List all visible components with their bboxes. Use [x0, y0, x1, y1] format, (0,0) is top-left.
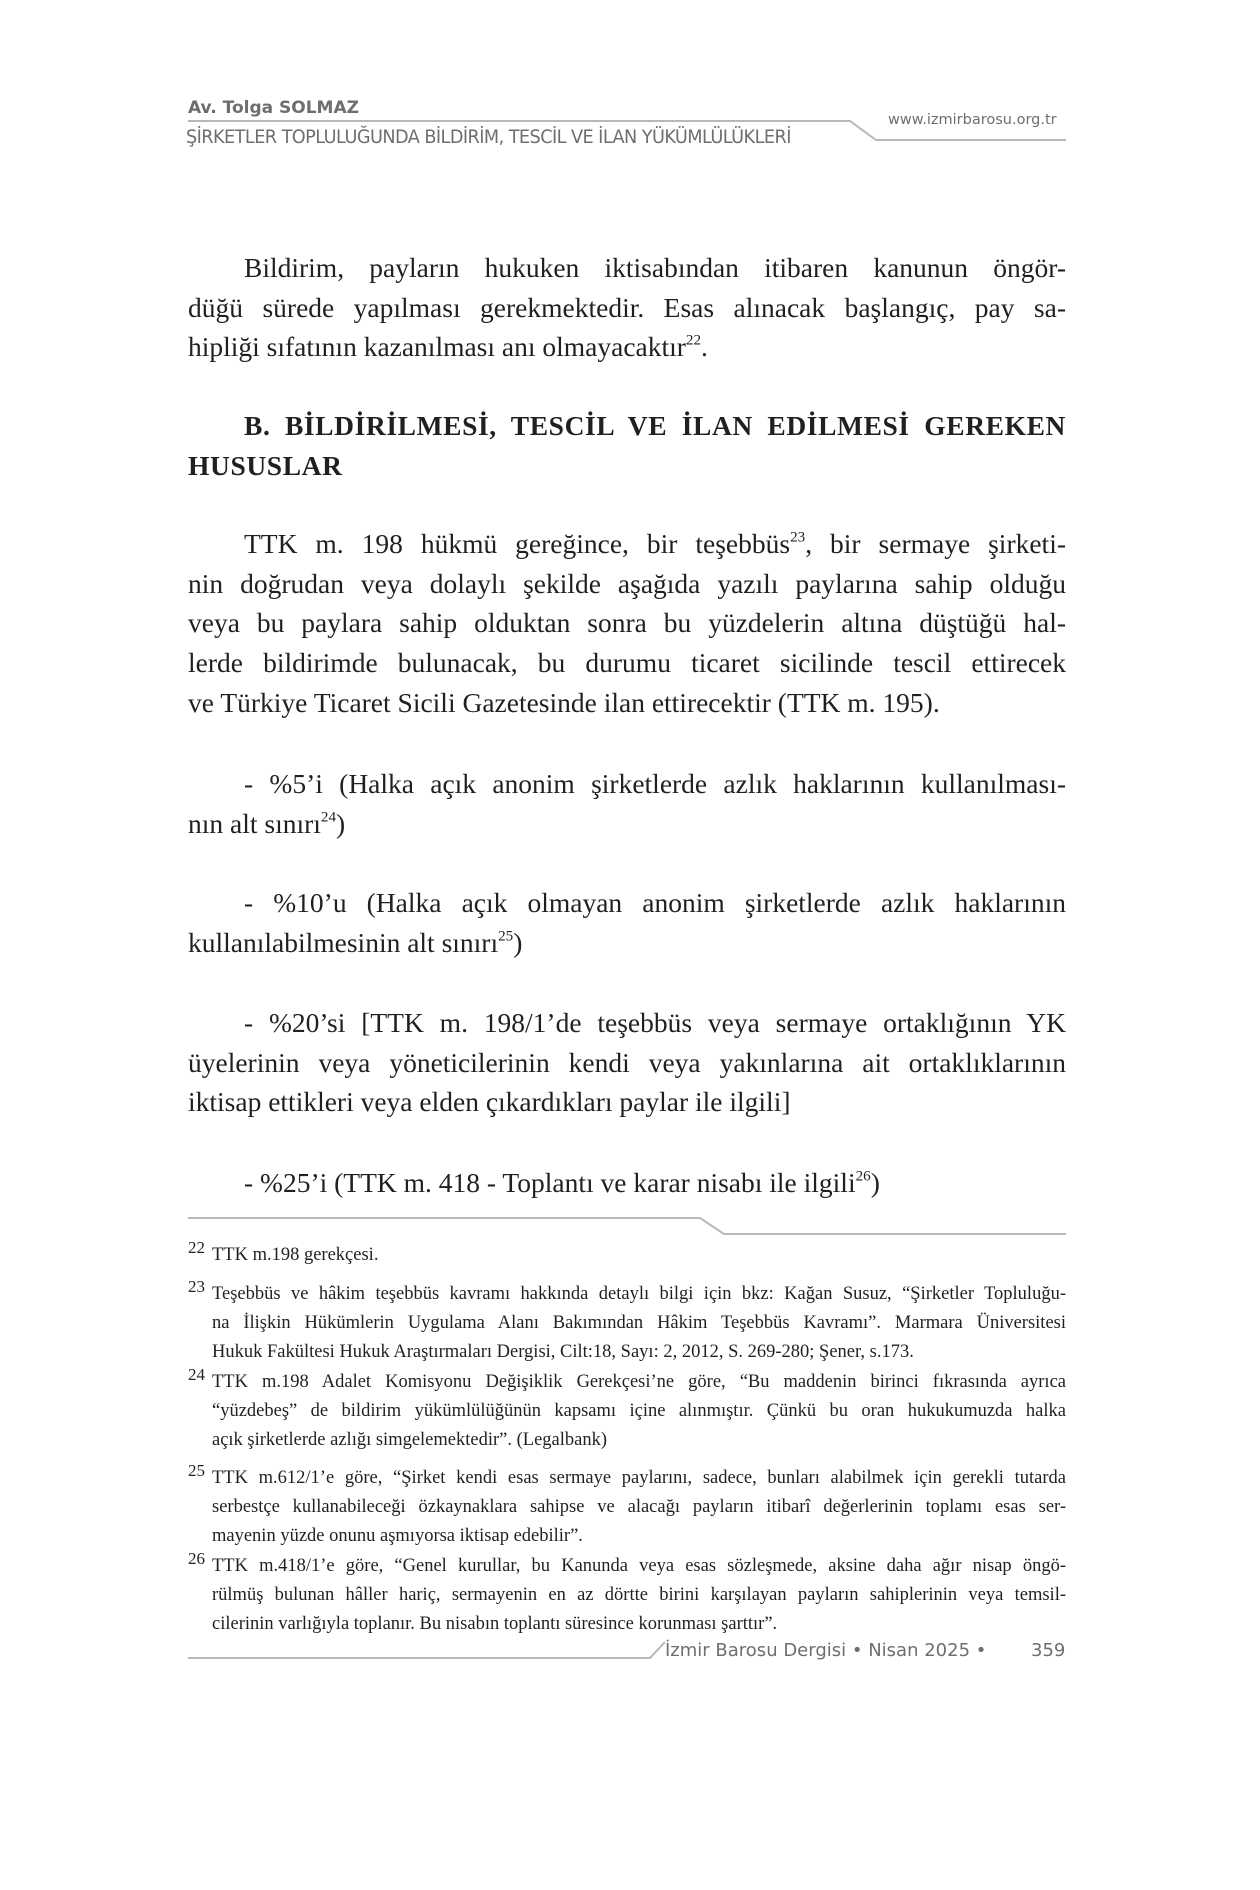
text-line: TTK m. 198 hükmü gereğince, bir teşebbüs$^{23}$, bir sermaye şirketi-: [244, 528, 1066, 559]
paragraph: [188, 524, 1066, 722]
page-number: 359: [1031, 1640, 1066, 1661]
text-line: - %25’i (TTK m. 418 - Toplantı ve karar nisabı ile ilgili$^{26}$): [244, 1167, 880, 1198]
header-article-title: ŞİRKETLER TOPLULUĞUNDA BİLDİRİM, TESCİL VE İLAN YÜKÜMLÜLÜKLERİ: [186, 126, 791, 148]
text-line: Bildirim, payların hukuken iktisabından itibaren kanunun öngör-: [244, 252, 1066, 283]
footnote: [188, 1277, 1066, 1366]
text-line: B. BİLDİRİLMESİ, TESCİL VE İLAN EDİLMESİ GEREKEN: [244, 410, 1066, 441]
footnote: [188, 1461, 1066, 1550]
footnote-line: TTK m.418/1’e göre, “Genel kurullar, bu Kanunda veya esas sözleşmede, aksine daha ağır nisap öngö-: [212, 1556, 1066, 1576]
paragraph: [188, 248, 1066, 367]
footnote-line: Teşebbüs ve hâkim teşebbüs kavramı hakkında detaylı bilgi için bkz: Kağan Susuz, “Şirketler Topluluğu-: [212, 1284, 1066, 1304]
footnote-line: cilerinin varlığıyla toplanır. Bu nisabın toplantı süresince korunması şarttır”.: [212, 1613, 778, 1634]
footnote-line: serbestçe kullanabileceği özkaynaklara sahipse ve alacağı payların itibarî değerlerinin toplamı esas ser-: [212, 1496, 1066, 1517]
footnote-number: 26: [188, 1549, 205, 1568]
footnote-separator: [0, 1210, 1260, 1240]
footnote-number: 25: [188, 1461, 205, 1480]
text-line: üyelerinin veya yöneticilerinin kendi veya yakınlarına ait ortaklıklarının: [188, 1046, 1066, 1078]
text-line: nin doğrudan veya dolaylı şekilde aşağıda yazılı paylarına sahip olduğu: [188, 567, 1066, 599]
text-line: - %20’si [TTK m. 198/1’de teşebbüs veya sermaye ortaklığının YK: [244, 1007, 1066, 1038]
text-line: nın alt sınırı$^{24}$): [188, 807, 346, 839]
footnote-line: mayenin yüzde onunu aşmıyorsa iktisap edebilir”.: [212, 1525, 583, 1546]
text-line: veya bu paylara sahip olduktan sonra bu yüzdelerin altına düştüğü hal-: [188, 607, 1066, 639]
footnote-number: 24: [188, 1365, 205, 1384]
text-line: düğü sürede yapılması gerekmektedir. Esas alınacak başlangıç, pay sa-: [188, 291, 1066, 323]
paragraph: [188, 883, 1066, 962]
footnote-line: na İlişkin Hükümlerin Uygulama Alanı Bakımından Hâkim Teşebbüs Kavramı”. Marmara Üniversitesi: [212, 1312, 1066, 1333]
footer-journal: İzmir Barosu Dergisi • Nisan 2025 •: [665, 1640, 987, 1661]
footnote-line: TTK m.198 gerekçesi.: [212, 1245, 379, 1265]
footnote-line: açık şirketlerde azlığı simgelemektedir”. (Legalbank): [212, 1429, 608, 1450]
text-line: kullanılabilmesinin alt sınırı$^{25}$): [188, 926, 523, 958]
footnote: [188, 1238, 1066, 1270]
text-line: HUSUSLAR: [188, 449, 343, 481]
paragraph: [188, 1003, 1066, 1122]
footnote-number: 22: [188, 1238, 205, 1257]
footnote-line: “yüzdebeş” de bildirim yükümlülüğünün kapsamı içine alınmıştır. Çünkü bu oran hukukumuzda halka: [212, 1400, 1066, 1421]
footnote-line: rülmüş bulunan hâller hariç, sermayenin en az dörtte birini karşılayan payların sahiplerinin veya temsil-: [212, 1584, 1066, 1605]
text-line: hipliği sıfatının kazanılması anı olmayacaktır$^{22}$.: [188, 331, 708, 363]
paragraph: [188, 1163, 1066, 1203]
text-line: iktisap ettikleri veya elden çıkardıkları paylar ile ilgili]: [188, 1086, 791, 1118]
footnote-line: Hukuk Fakültesi Hukuk Araştırmaları Dergisi, Cilt:18, Sayı: 2, 2012, S. 269-280; Şener, s.173.: [212, 1341, 914, 1362]
footnote: [188, 1365, 1066, 1454]
text-line: ve Türkiye Ticaret Sicili Gazetesinde ilan ettirecektir (TTK m. 195).: [188, 686, 940, 718]
text-line: - %10’u (Halka açık olmayan anonim şirketlerde azlık haklarının: [244, 887, 1066, 918]
footnote-number: 23: [188, 1277, 205, 1296]
footnote-line: TTK m.612/1’e göre, “Şirket kendi esas sermaye paylarını, sadece, bunları alabilmek için gerekli tutarda: [212, 1468, 1066, 1488]
section-heading: [188, 406, 1066, 485]
text-line: - %5’i (Halka açık anonim şirketlerde azlık haklarının kullanılması-: [244, 768, 1066, 799]
footer-rule: [0, 1640, 1260, 1670]
footnote: [188, 1549, 1066, 1638]
header-rule: [0, 0, 1260, 160]
paragraph: [188, 764, 1066, 843]
header-url: www.izmirbarosu.org.tr: [888, 112, 1057, 128]
text-line: lerde bildirimde bulunacak, bu durumu ticaret sicilinde tescil ettirecek: [188, 647, 1066, 679]
header-author: Av. Tolga SOLMAZ: [188, 98, 359, 118]
footnote-line: TTK m.198 Adalet Komisyonu Değişiklik Gerekçesi’ne göre, “Bu maddenin birinci fıkrasında ayrıca: [212, 1372, 1066, 1392]
